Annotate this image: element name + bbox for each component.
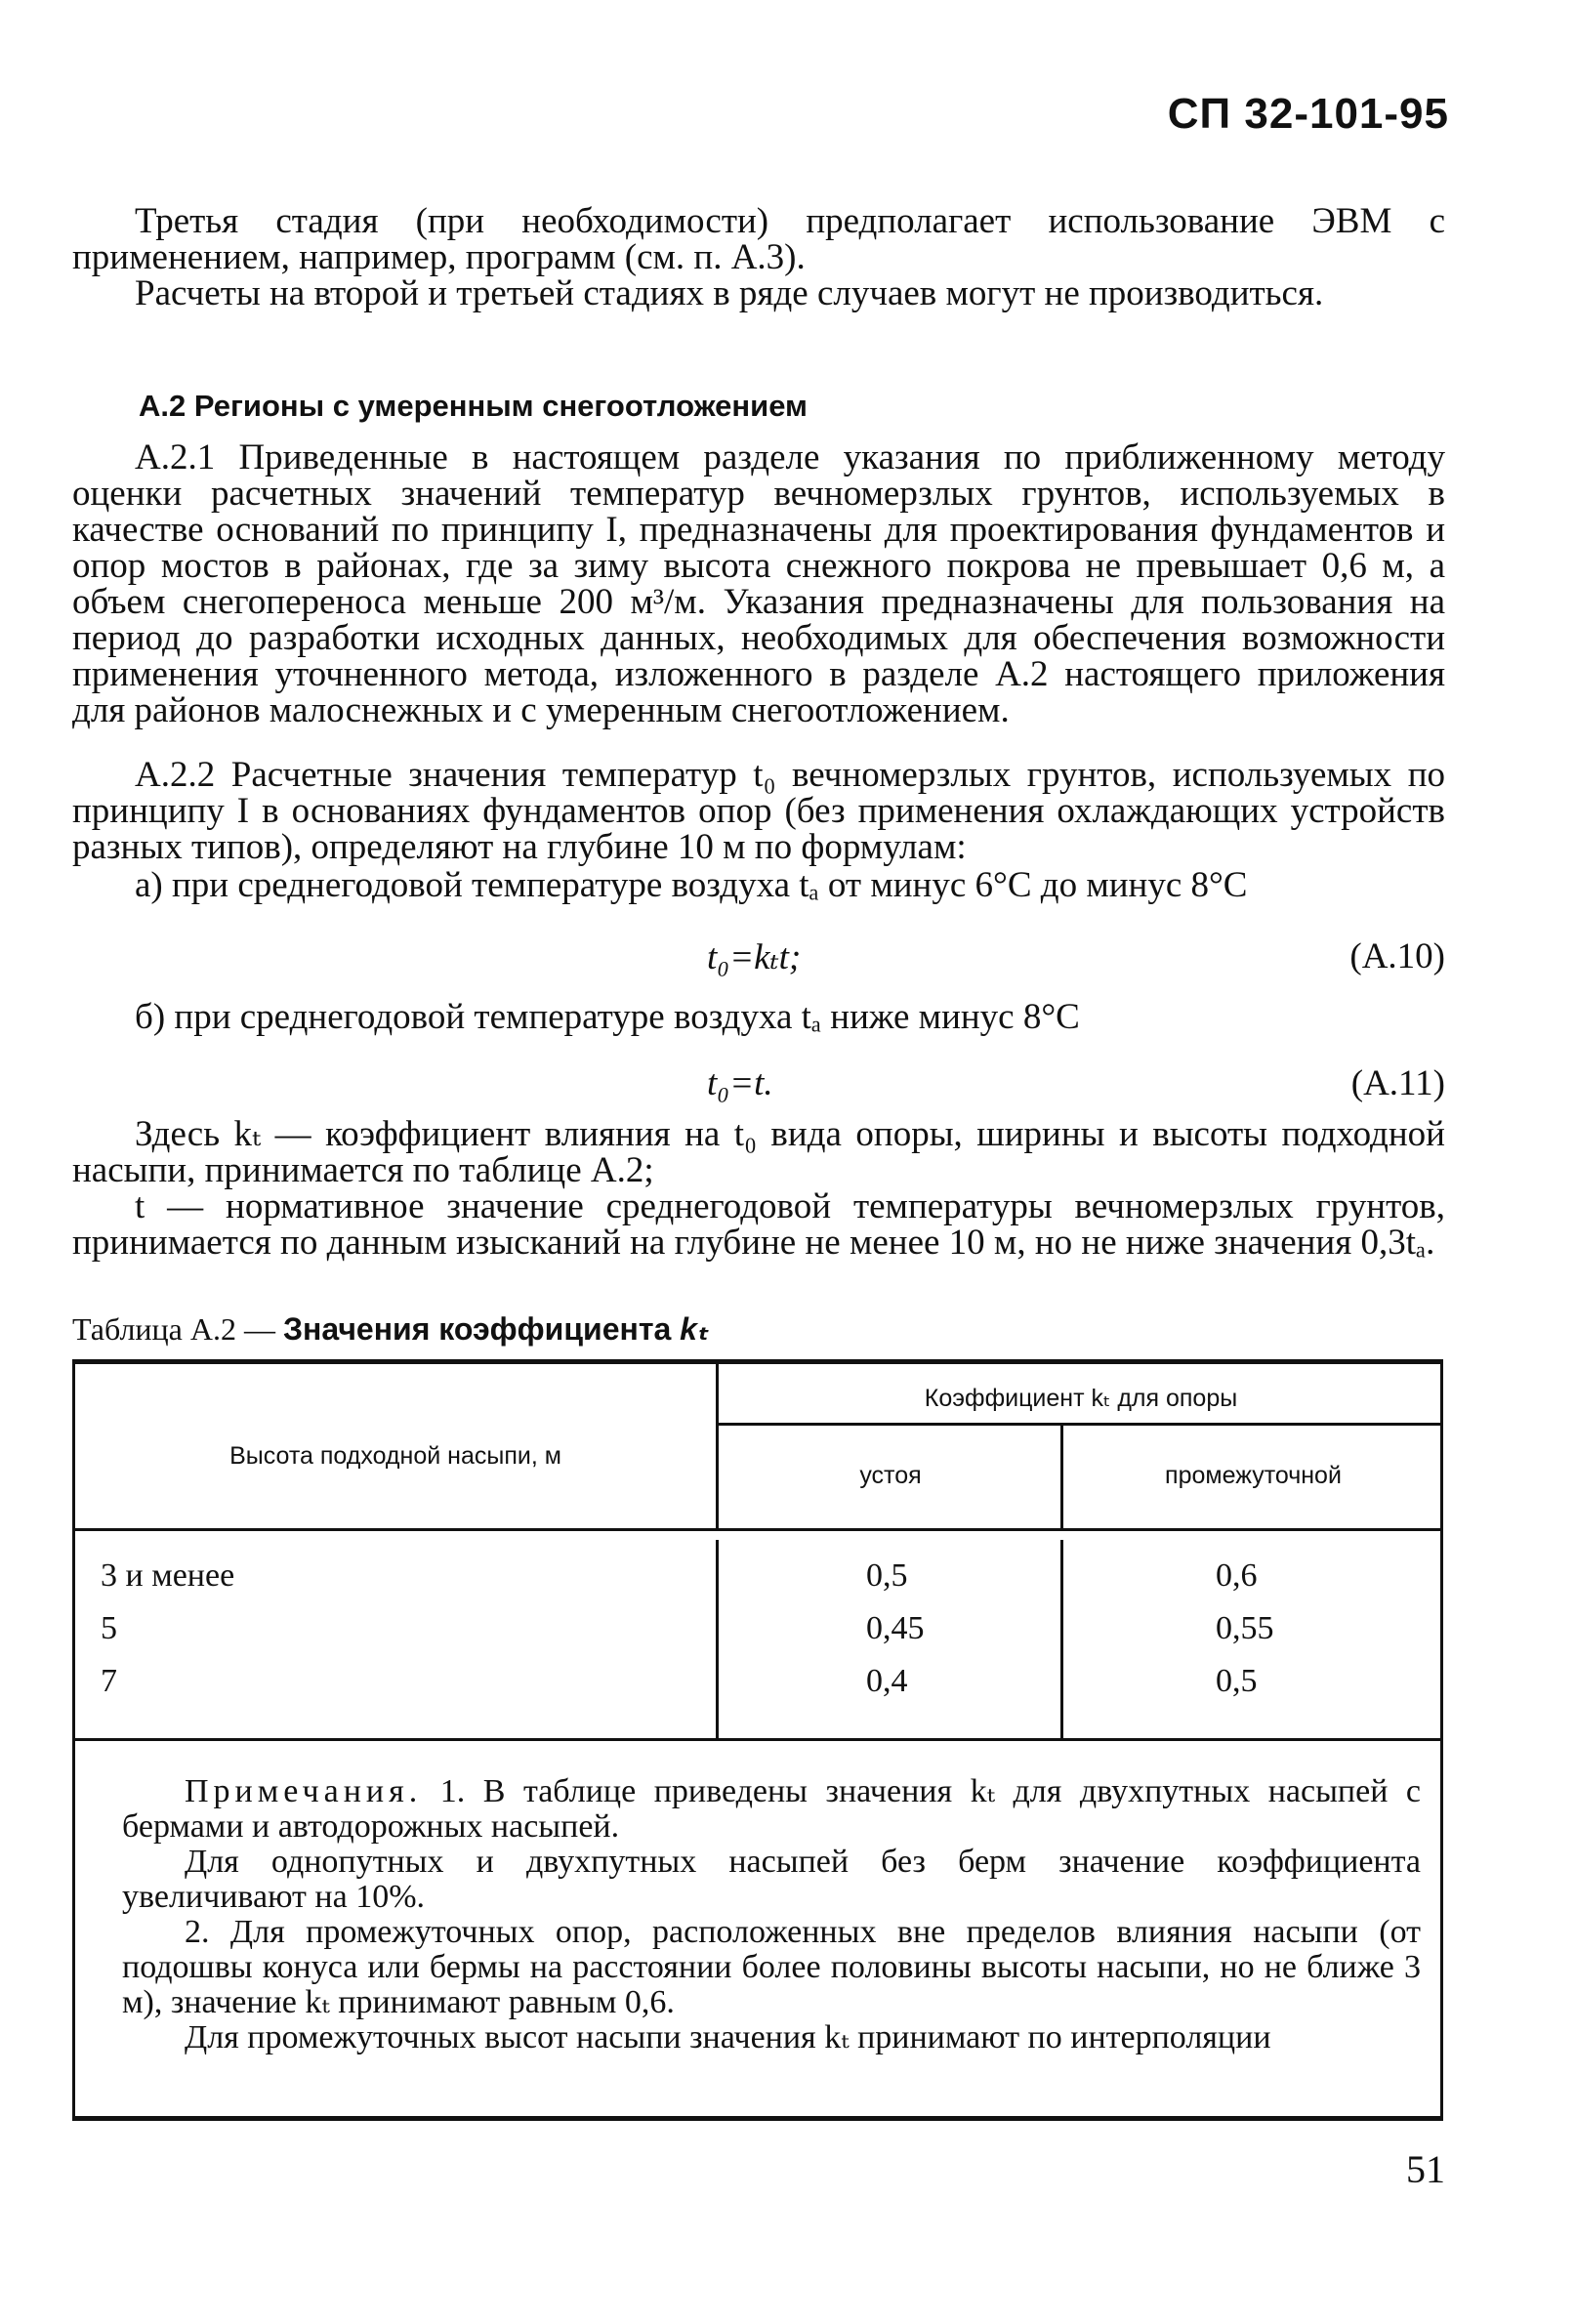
cell-abutment: 0,5: [866, 1557, 908, 1594]
cell-abutment: 0,45: [866, 1610, 925, 1646]
section-heading: А.2 Регионы с умеренным снегоотложением: [139, 389, 808, 423]
note-1: [122, 1774, 1421, 1845]
header-coefficient: Коэффициент kₜ для опоры: [924, 1385, 1238, 1412]
header-height: Высота подходной насыпи, м: [229, 1442, 561, 1470]
formula-a10: [72, 935, 1445, 978]
notes-label: Примечания.: [185, 1773, 423, 1809]
intro-paragraph-2: Расчеты на второй и третьей стадиях в ряде случаев могут не производиться.: [135, 273, 1324, 313]
cell-height: 3 и менее: [101, 1557, 235, 1594]
intro-block: [72, 203, 1445, 311]
header-abutment: устоя: [859, 1462, 922, 1489]
note-2: 2. Для промежуточных опор, расположенных вне пределов влияния насыпи (от подошвы конуса или бермы на расстоянии более половины высоты насыпи, но не ближе 3 м), значение kₜ принимают равным 0,6.: [122, 1914, 1421, 2020]
table-title-text: Значения коэффициента: [282, 1311, 681, 1347]
coefficient-table: [72, 1359, 1443, 2121]
formula-a10-number: (А.10): [1349, 936, 1445, 976]
cell-intermediate: 0,5: [1216, 1663, 1258, 1699]
clause-a21: [72, 439, 1445, 728]
formula-a11-number: (А.11): [1350, 1063, 1445, 1103]
formula-a11: [72, 1062, 1445, 1105]
table-divider: [75, 1738, 1442, 1741]
table-title-lead: Таблица А.2 —: [72, 1311, 283, 1347]
document-code: СП 32-101-95: [1167, 90, 1449, 138]
table-row: [75, 1610, 1442, 1663]
cell-abutment: 0,4: [866, 1663, 908, 1699]
clause-a22-text: А.2.2 Расчетные значения температур t₀ вечномерзлых грунтов, используемых по принципу I в основаниях фундаментов опор (без применения охлаждающих устройств разных типов), определяют на глубине 10 м по формулам:: [72, 755, 1445, 867]
where-paragraph-1: Здесь kₜ — коэффициент влияния на t₀ вида опоры, ширины и высоты подходной насыпи, принимается по таблице А.2;: [72, 1114, 1445, 1190]
formula-case-a: а) при среднегодовой температуре воздуха tₐ от минус 6°С до минус 8°С: [135, 865, 1248, 905]
where-paragraph-2: t — нормативное значение среднегодовой температуры вечномерзлых грунтов, принимается по данным изысканий на глубине не менее 10 м, но не ниже значения 0,3tₐ.: [72, 1186, 1445, 1263]
note-1-text: 1. В таблице приведены значения kₜ для двухпутных насыпей с бермами и автодорожных насыпей.: [122, 1773, 1422, 1845]
cell-height: 7: [101, 1663, 117, 1699]
table-row: [75, 1557, 1442, 1610]
table-notes: [122, 1774, 1421, 2055]
cell-intermediate: 0,6: [1216, 1557, 1258, 1594]
note-1b: Для однопутных и двухпутных насыпей без берм значение коэффициента увеличивают на 10%.: [122, 1844, 1421, 1915]
table-title: [72, 1310, 709, 1348]
table-row: [75, 1663, 1442, 1716]
clause-a22: [72, 757, 1445, 865]
formula-case-b: б) при среднегодовой температуре воздуха tₐ ниже минус 8°С: [135, 997, 1080, 1037]
formula-a10-expression: t₀=kₜt;: [707, 937, 802, 977]
note-2b: Для промежуточных высот насыпи значения kₜ принимают по интерполяции: [185, 2019, 1271, 2055]
table-divider: [716, 1364, 719, 1530]
cell-height: 5: [101, 1610, 117, 1646]
table-divider: [75, 1528, 1442, 1531]
header-intermediate: промежуточной: [1165, 1462, 1342, 1489]
table-title-symbol: kₜ: [680, 1311, 710, 1347]
cell-intermediate: 0,55: [1216, 1610, 1274, 1646]
page-number: 51: [1406, 2147, 1445, 2191]
where-block: [72, 1116, 1445, 1261]
intro-paragraph-1: Третья стадия (при необходимости) предполагает использование ЭВМ с применением, например, программ (см. п. А.3).: [72, 201, 1445, 277]
formula-a11-expression: t₀=t.: [707, 1063, 773, 1103]
clause-a21-text: А.2.1 Приведенные в настоящем разделе указания по приближенному методу оценки расчетных значений температур вечномерзлых грунтов, используемых в качестве оснований по принципу I, предназначены для проектирования фундаментов и опор мостов в районах, где за зиму высота снежного покрова не превышает 0,6 м, а объем снегопереноса меньше 200 м³/м. Указания предназначены для пользования на период до разработки исходных данных, необходимых для обеспечения возможности применения уточненного метода, изложенного в разделе А.2 настоящего приложения для районов малоснежных и с умеренным снегоотложением.: [72, 437, 1445, 730]
table-divider: [716, 1423, 1442, 1426]
